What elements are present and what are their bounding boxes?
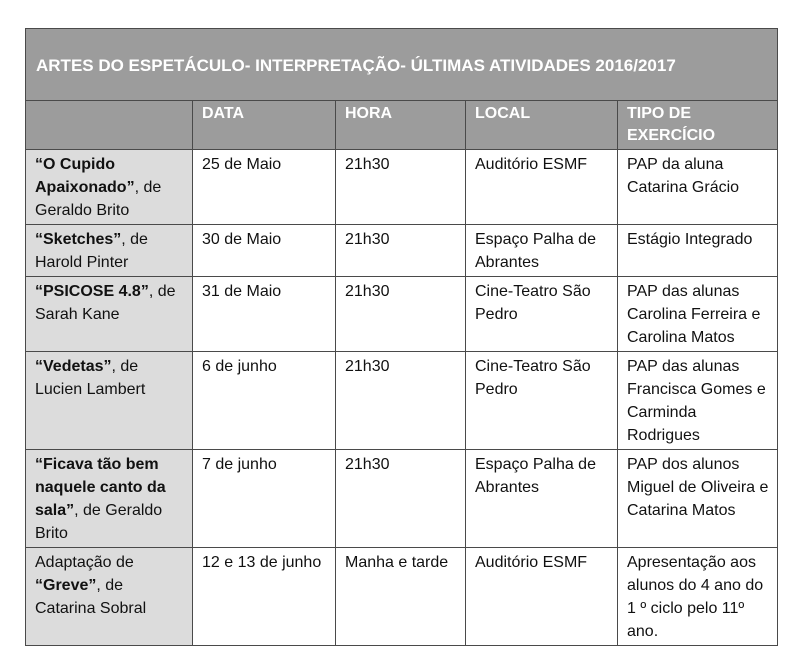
header-type: TIPO DE EXERCÍCIO <box>618 101 778 150</box>
table-title: ARTES DO ESPETÁCULO- INTERPRETAÇÃO- ÚLTIMAS ATIVIDADES 2016/2017 <box>26 29 778 101</box>
place-cell: Cine-Teatro São Pedro <box>466 352 618 450</box>
place-cell: Auditório ESMF <box>466 548 618 646</box>
event-author: , de Catarina Sobral <box>35 577 147 617</box>
time-cell: 21h30 <box>336 150 466 225</box>
event-title: “PSICOSE 4.8” <box>35 283 149 300</box>
time-cell: 21h30 <box>336 225 466 277</box>
event-author: , de Sarah Kane <box>35 283 176 323</box>
type-cell: Estágio Integrado <box>618 225 778 277</box>
type-cell: PAP da aluna Catarina Grácio <box>618 150 778 225</box>
event-cell <box>26 277 193 352</box>
type-cell: PAP das alunas Carolina Ferreira e Carolina Matos <box>618 277 778 352</box>
event-author: , de Geraldo Brito <box>35 179 162 219</box>
event-title: “O Cupido Apaixonado” <box>35 156 135 196</box>
event-cell <box>26 352 193 450</box>
place-cell: Espaço Palha de Abrantes <box>466 225 618 277</box>
date-cell: 31 de Maio <box>193 277 336 352</box>
table-row <box>26 450 778 548</box>
time-cell: 21h30 <box>336 277 466 352</box>
event-cell <box>26 225 193 277</box>
table-row <box>26 352 778 450</box>
header-time: HORA <box>336 101 466 150</box>
table-row <box>26 548 778 646</box>
type-cell: Apresentação aos alunos do 4 ano do 1 º ciclo pelo 11º ano. <box>618 548 778 646</box>
header-place: LOCAL <box>466 101 618 150</box>
date-cell: 12 e 13 de junho <box>193 548 336 646</box>
event-title: “Ficava tão bem naquele canto da sala” <box>35 456 166 519</box>
time-cell: Manha e tarde <box>336 548 466 646</box>
event-cell <box>26 548 193 646</box>
date-cell: 25 de Maio <box>193 150 336 225</box>
date-cell: 30 de Maio <box>193 225 336 277</box>
activities-table <box>25 28 778 646</box>
place-cell: Auditório ESMF <box>466 150 618 225</box>
event-title: “Greve” <box>35 577 97 594</box>
type-cell: PAP das alunas Francisca Gomes e Carminda Rodrigues <box>618 352 778 450</box>
table-title-row <box>26 29 778 101</box>
date-cell: 7 de junho <box>193 450 336 548</box>
event-author: , de Lucien Lambert <box>35 358 146 398</box>
event-title: “Sketches” <box>35 231 122 248</box>
event-cell <box>26 450 193 548</box>
time-cell: 21h30 <box>336 352 466 450</box>
event-cell <box>26 150 193 225</box>
event-title: “Vedetas” <box>35 358 112 375</box>
table-row <box>26 277 778 352</box>
event-author: , de Geraldo Brito <box>35 502 163 542</box>
header-event <box>26 101 193 150</box>
table-row <box>26 225 778 277</box>
place-cell: Espaço Palha de Abrantes <box>466 450 618 548</box>
type-cell: PAP dos alunos Miguel de Oliveira e Catarina Matos <box>618 450 778 548</box>
time-cell: 21h30 <box>336 450 466 548</box>
table-row <box>26 150 778 225</box>
date-cell: 6 de junho <box>193 352 336 450</box>
event-author: , de Harold Pinter <box>35 231 148 271</box>
place-cell: Cine-Teatro São Pedro <box>466 277 618 352</box>
event-prefix: Adaptação de <box>35 554 134 571</box>
table-header-row <box>26 101 778 150</box>
header-date: DATA <box>193 101 336 150</box>
